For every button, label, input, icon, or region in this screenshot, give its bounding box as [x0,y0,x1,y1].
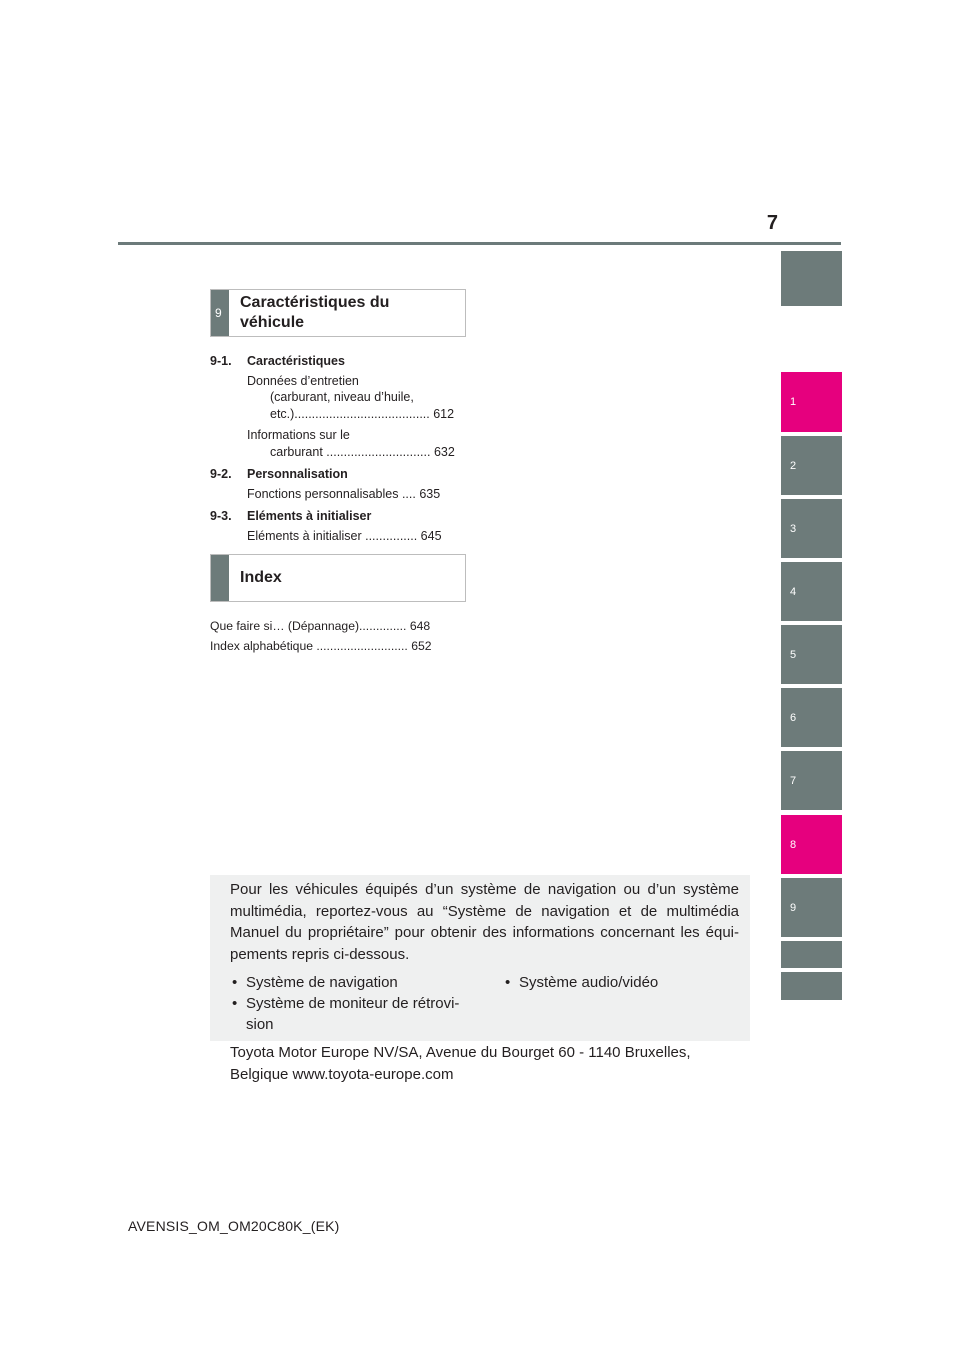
toc-subsection-number: 9-1. [210,354,232,368]
chapter-tab-label: 6 [790,711,797,724]
bullet-item [232,972,398,993]
page-number: 7 [766,212,778,234]
section-title: Index [240,569,282,586]
toc-entry-line[interactable]: etc.)....................................... 612 [270,407,455,421]
bullet-symbol: • [505,974,511,991]
bullet-item [232,993,459,1014]
section-number-bar [211,555,229,601]
toc-subsection-9-1[interactable] [210,354,345,369]
toc-entry-troubleshooting[interactable]: Que faire si… (Dépannage).............. 648 [210,619,431,633]
chapter-tab-2[interactable] [781,436,842,495]
chapter-tab-5[interactable] [781,625,842,684]
note-paragraph: Pour les véhicules équipés d’un système de navigation ou d’un système multimédia, reportez-vous au “Système de navigation et de multimédia Manuel du propriétaire” pour obtenir des informations concernant les équi-pements repris ci-dessous. [230,881,739,963]
chapter-tab-blank[interactable] [781,972,842,1000]
navigation-note-box [210,875,750,1041]
publisher-address [230,1042,750,1085]
header-rule [118,242,841,245]
bullet-text: Système de moniteur de rétrovi- [246,995,460,1012]
chapter-tab-label: 1 [790,396,797,408]
chapter-tab-label: 3 [790,522,797,535]
toc-entry-line[interactable]: carburant .............................. 632 [270,445,455,459]
section-number-bar [211,290,229,336]
chapter-tab-7[interactable] [781,751,842,810]
chapter-tab-9[interactable] [781,878,842,937]
toc-entry-line[interactable]: Données d’entretien [247,374,359,388]
address-line: Toyota Motor Europe NV/SA, Avenue du Bourget 60 - 1140 Bruxelles, [230,1044,691,1061]
bullet-item [505,972,658,993]
toc-entry-line[interactable]: (carburant, niveau d’huile, [270,390,414,404]
toc-subsection-9-3[interactable] [210,509,371,524]
toc-subsection-number: 9-3. [210,509,232,523]
chapter-tab-8[interactable] [781,815,842,874]
chapter-tab-label: 4 [790,585,797,598]
chapter-tab-label: 9 [790,901,797,914]
chapter-tab-blank[interactable] [781,941,842,968]
bullet-text: Système de navigation [246,974,398,991]
chapter-tab-4[interactable] [781,562,842,621]
chapter-tab-3[interactable] [781,499,842,558]
bullet-symbol: • [232,974,238,991]
chapter-tab-6[interactable] [781,688,842,747]
toc-subsection-title: Personnalisation [247,467,348,481]
chapter-tab-blank[interactable] [781,251,842,306]
index-section-header [210,554,466,602]
bullet-symbol: • [232,995,238,1012]
chapter-tab-label: 7 [790,774,797,787]
chapter-tab-label: 2 [790,459,797,472]
document-code: AVENSIS_OM_OM20C80K_(EK) [128,1218,340,1234]
toc-entry-line[interactable]: Fonctions personnalisables .... 635 [247,487,441,501]
chapter-tab-label: 5 [790,648,797,661]
toc-entry-alphabetical-index[interactable]: Index alphabétique ........................... 652 [210,639,432,653]
section-number: 9 [215,306,222,320]
toc-subsection-number: 9-2. [210,467,232,481]
chapter-tab-1[interactable] [781,372,842,432]
section-9-header [210,289,466,337]
toc-subsection-title: Eléments à initialiser [247,509,372,523]
toc-subsection-title: Caractéristiques [247,354,345,368]
bullet-text: Système audio/vidéo [519,974,659,991]
chapter-tab-label: 8 [790,838,797,851]
address-line: Belgique www.toyota-europe.com [230,1065,454,1083]
bullet-text-continuation: sion [246,1016,274,1033]
toc-entry-line[interactable]: Eléments à initialiser ............... 645 [247,529,442,543]
toc-subsection-9-2[interactable] [210,467,348,482]
section-title-line2: véhicule [240,314,305,331]
section-title-line1: Caractéristiques du [240,294,390,311]
toc-entry-line[interactable]: Informations sur le [247,428,350,442]
